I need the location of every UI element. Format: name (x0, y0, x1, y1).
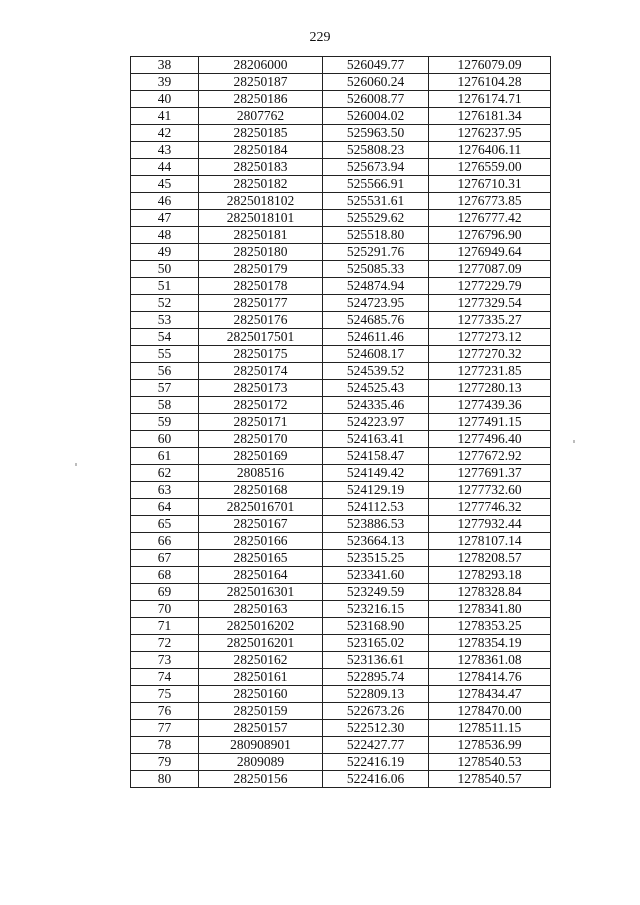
point-id-cell: 28250186 (199, 91, 323, 108)
table-row (131, 516, 551, 533)
table-row (131, 193, 551, 210)
row-number-cell: 53 (131, 312, 199, 329)
x-coordinate-cell: 524874.94 (323, 278, 429, 295)
point-id-cell: 280908901 (199, 737, 323, 754)
point-id-cell: 28250169 (199, 448, 323, 465)
point-id-cell: 28250170 (199, 431, 323, 448)
x-coordinate-cell: 524149.42 (323, 465, 429, 482)
point-id-cell: 28250183 (199, 159, 323, 176)
y-coordinate-cell: 1278511.15 (429, 720, 551, 737)
scan-speck-right (573, 440, 575, 443)
x-coordinate-cell: 526060.24 (323, 74, 429, 91)
table-row (131, 703, 551, 720)
row-number-cell: 43 (131, 142, 199, 159)
row-number-cell: 68 (131, 567, 199, 584)
row-number-cell: 78 (131, 737, 199, 754)
table-row (131, 499, 551, 516)
table-row (131, 601, 551, 618)
table-row (131, 159, 551, 176)
x-coordinate-cell: 525673.94 (323, 159, 429, 176)
table-row (131, 142, 551, 159)
y-coordinate-cell: 1278540.53 (429, 754, 551, 771)
point-id-cell: 28250159 (199, 703, 323, 720)
y-coordinate-cell: 1276773.85 (429, 193, 551, 210)
y-coordinate-cell: 1277496.40 (429, 431, 551, 448)
table-row (131, 465, 551, 482)
table-row (131, 533, 551, 550)
y-coordinate-cell: 1278470.00 (429, 703, 551, 720)
point-id-cell: 28250181 (199, 227, 323, 244)
table-row (131, 346, 551, 363)
point-id-cell: 28250168 (199, 482, 323, 499)
point-id-cell: 2825016201 (199, 635, 323, 652)
table-row (131, 74, 551, 91)
y-coordinate-cell: 1278540.57 (429, 771, 551, 788)
y-coordinate-cell: 1278328.84 (429, 584, 551, 601)
table-row (131, 329, 551, 346)
table-row (131, 210, 551, 227)
row-number-cell: 50 (131, 261, 199, 278)
y-coordinate-cell: 1277932.44 (429, 516, 551, 533)
y-coordinate-cell: 1277746.32 (429, 499, 551, 516)
row-number-cell: 56 (131, 363, 199, 380)
y-coordinate-cell: 1277087.09 (429, 261, 551, 278)
row-number-cell: 69 (131, 584, 199, 601)
row-number-cell: 41 (131, 108, 199, 125)
table-row (131, 363, 551, 380)
point-id-cell: 2825017501 (199, 329, 323, 346)
table-row (131, 737, 551, 754)
x-coordinate-cell: 523216.15 (323, 601, 429, 618)
x-coordinate-cell: 524723.95 (323, 295, 429, 312)
table-row (131, 618, 551, 635)
point-id-cell: 28250165 (199, 550, 323, 567)
row-number-cell: 52 (131, 295, 199, 312)
x-coordinate-cell: 524608.17 (323, 346, 429, 363)
y-coordinate-cell: 1278107.14 (429, 533, 551, 550)
y-coordinate-cell: 1278341.80 (429, 601, 551, 618)
x-coordinate-cell: 524112.53 (323, 499, 429, 516)
row-number-cell: 38 (131, 57, 199, 74)
y-coordinate-cell: 1278414.76 (429, 669, 551, 686)
point-id-cell: 2807762 (199, 108, 323, 125)
table-row (131, 380, 551, 397)
y-coordinate-cell: 1277672.92 (429, 448, 551, 465)
table-row (131, 125, 551, 142)
point-id-cell: 28250179 (199, 261, 323, 278)
point-id-cell: 28250184 (199, 142, 323, 159)
point-id-cell: 28250187 (199, 74, 323, 91)
row-number-cell: 73 (131, 652, 199, 669)
table-row (131, 567, 551, 584)
coordinates-table-body (131, 57, 551, 788)
point-id-cell: 28250177 (199, 295, 323, 312)
table-row (131, 295, 551, 312)
row-number-cell: 46 (131, 193, 199, 210)
x-coordinate-cell: 523168.90 (323, 618, 429, 635)
point-id-cell: 28250178 (199, 278, 323, 295)
row-number-cell: 48 (131, 227, 199, 244)
point-id-cell: 2825018101 (199, 210, 323, 227)
y-coordinate-cell: 1278208.57 (429, 550, 551, 567)
row-number-cell: 54 (131, 329, 199, 346)
table-row (131, 720, 551, 737)
table-row (131, 261, 551, 278)
table-row (131, 312, 551, 329)
row-number-cell: 40 (131, 91, 199, 108)
point-id-cell: 28250173 (199, 380, 323, 397)
point-id-cell: 28250162 (199, 652, 323, 669)
y-coordinate-cell: 1276796.90 (429, 227, 551, 244)
x-coordinate-cell: 524525.43 (323, 380, 429, 397)
x-coordinate-cell: 523165.02 (323, 635, 429, 652)
point-id-cell: 28250180 (199, 244, 323, 261)
table-row (131, 482, 551, 499)
table-row (131, 397, 551, 414)
row-number-cell: 51 (131, 278, 199, 295)
point-id-cell: 2825016301 (199, 584, 323, 601)
row-number-cell: 66 (131, 533, 199, 550)
table-row (131, 652, 551, 669)
y-coordinate-cell: 1276174.71 (429, 91, 551, 108)
point-id-cell: 28250182 (199, 176, 323, 193)
x-coordinate-cell: 522427.77 (323, 737, 429, 754)
y-coordinate-cell: 1277329.54 (429, 295, 551, 312)
x-coordinate-cell: 522416.06 (323, 771, 429, 788)
y-coordinate-cell: 1276949.64 (429, 244, 551, 261)
table-row (131, 635, 551, 652)
page-number: 229 (309, 30, 331, 45)
x-coordinate-cell: 525808.23 (323, 142, 429, 159)
table-row (131, 108, 551, 125)
y-coordinate-cell: 1278361.08 (429, 652, 551, 669)
x-coordinate-cell: 525291.76 (323, 244, 429, 261)
table-row (131, 176, 551, 193)
row-number-cell: 60 (131, 431, 199, 448)
point-id-cell: 28250175 (199, 346, 323, 363)
x-coordinate-cell: 523341.60 (323, 567, 429, 584)
table-row (131, 414, 551, 431)
y-coordinate-cell: 1277270.32 (429, 346, 551, 363)
row-number-cell: 71 (131, 618, 199, 635)
y-coordinate-cell: 1276104.28 (429, 74, 551, 91)
x-coordinate-cell: 526008.77 (323, 91, 429, 108)
x-coordinate-cell: 524335.46 (323, 397, 429, 414)
y-coordinate-cell: 1277439.36 (429, 397, 551, 414)
y-coordinate-cell: 1277491.15 (429, 414, 551, 431)
y-coordinate-cell: 1276079.09 (429, 57, 551, 74)
point-id-cell: 28250166 (199, 533, 323, 550)
table-row (131, 771, 551, 788)
y-coordinate-cell: 1277335.27 (429, 312, 551, 329)
x-coordinate-cell: 523249.59 (323, 584, 429, 601)
point-id-cell: 28250172 (199, 397, 323, 414)
point-id-cell: 2808516 (199, 465, 323, 482)
x-coordinate-cell: 525566.91 (323, 176, 429, 193)
point-id-cell: 2825016202 (199, 618, 323, 635)
row-number-cell: 59 (131, 414, 199, 431)
x-coordinate-cell: 522895.74 (323, 669, 429, 686)
y-coordinate-cell: 1276181.34 (429, 108, 551, 125)
table-row (131, 431, 551, 448)
x-coordinate-cell: 522416.19 (323, 754, 429, 771)
x-coordinate-cell: 523515.25 (323, 550, 429, 567)
row-number-cell: 77 (131, 720, 199, 737)
x-coordinate-cell: 525085.33 (323, 261, 429, 278)
x-coordinate-cell: 522512.30 (323, 720, 429, 737)
x-coordinate-cell: 524223.97 (323, 414, 429, 431)
table-row (131, 91, 551, 108)
row-number-cell: 80 (131, 771, 199, 788)
y-coordinate-cell: 1276710.31 (429, 176, 551, 193)
point-id-cell: 28250161 (199, 669, 323, 686)
y-coordinate-cell: 1277691.37 (429, 465, 551, 482)
y-coordinate-cell: 1278536.99 (429, 737, 551, 754)
point-id-cell: 28250163 (199, 601, 323, 618)
row-number-cell: 75 (131, 686, 199, 703)
point-id-cell: 28250174 (199, 363, 323, 380)
row-number-cell: 74 (131, 669, 199, 686)
table-row (131, 550, 551, 567)
x-coordinate-cell: 524163.41 (323, 431, 429, 448)
point-id-cell: 28250167 (199, 516, 323, 533)
x-coordinate-cell: 524158.47 (323, 448, 429, 465)
y-coordinate-cell: 1277231.85 (429, 363, 551, 380)
x-coordinate-cell: 526004.02 (323, 108, 429, 125)
row-number-cell: 49 (131, 244, 199, 261)
table-row (131, 448, 551, 465)
x-coordinate-cell: 523136.61 (323, 652, 429, 669)
row-number-cell: 72 (131, 635, 199, 652)
point-id-cell: 28206000 (199, 57, 323, 74)
y-coordinate-cell: 1276237.95 (429, 125, 551, 142)
row-number-cell: 79 (131, 754, 199, 771)
y-coordinate-cell: 1278353.25 (429, 618, 551, 635)
table-row (131, 754, 551, 771)
y-coordinate-cell: 1278434.47 (429, 686, 551, 703)
x-coordinate-cell: 524685.76 (323, 312, 429, 329)
x-coordinate-cell: 522673.26 (323, 703, 429, 720)
point-id-cell: 28250156 (199, 771, 323, 788)
y-coordinate-cell: 1277732.60 (429, 482, 551, 499)
x-coordinate-cell: 523886.53 (323, 516, 429, 533)
x-coordinate-cell: 524539.52 (323, 363, 429, 380)
point-id-cell: 2825018102 (199, 193, 323, 210)
table-row (131, 227, 551, 244)
table-row (131, 244, 551, 261)
row-number-cell: 55 (131, 346, 199, 363)
point-id-cell: 28250160 (199, 686, 323, 703)
y-coordinate-cell: 1276777.42 (429, 210, 551, 227)
row-number-cell: 76 (131, 703, 199, 720)
y-coordinate-cell: 1276559.00 (429, 159, 551, 176)
row-number-cell: 70 (131, 601, 199, 618)
x-coordinate-cell: 522809.13 (323, 686, 429, 703)
table-row (131, 584, 551, 601)
point-id-cell: 28250185 (199, 125, 323, 142)
row-number-cell: 64 (131, 499, 199, 516)
row-number-cell: 47 (131, 210, 199, 227)
table-row (131, 669, 551, 686)
point-id-cell: 2809089 (199, 754, 323, 771)
y-coordinate-cell: 1277273.12 (429, 329, 551, 346)
x-coordinate-cell: 524129.19 (323, 482, 429, 499)
point-id-cell: 28250164 (199, 567, 323, 584)
scan-speck-left (75, 463, 77, 466)
y-coordinate-cell: 1276406.11 (429, 142, 551, 159)
row-number-cell: 45 (131, 176, 199, 193)
x-coordinate-cell: 525518.80 (323, 227, 429, 244)
row-number-cell: 57 (131, 380, 199, 397)
row-number-cell: 58 (131, 397, 199, 414)
y-coordinate-cell: 1277229.79 (429, 278, 551, 295)
y-coordinate-cell: 1277280.13 (429, 380, 551, 397)
row-number-cell: 63 (131, 482, 199, 499)
row-number-cell: 61 (131, 448, 199, 465)
x-coordinate-cell: 523664.13 (323, 533, 429, 550)
point-id-cell: 28250171 (199, 414, 323, 431)
x-coordinate-cell: 525531.61 (323, 193, 429, 210)
table-row (131, 57, 551, 74)
point-id-cell: 28250176 (199, 312, 323, 329)
row-number-cell: 67 (131, 550, 199, 567)
table-row (131, 686, 551, 703)
x-coordinate-cell: 526049.77 (323, 57, 429, 74)
coordinates-table (130, 56, 551, 788)
row-number-cell: 65 (131, 516, 199, 533)
point-id-cell: 28250157 (199, 720, 323, 737)
y-coordinate-cell: 1278293.18 (429, 567, 551, 584)
row-number-cell: 39 (131, 74, 199, 91)
x-coordinate-cell: 525529.62 (323, 210, 429, 227)
point-id-cell: 2825016701 (199, 499, 323, 516)
row-number-cell: 62 (131, 465, 199, 482)
row-number-cell: 44 (131, 159, 199, 176)
y-coordinate-cell: 1278354.19 (429, 635, 551, 652)
x-coordinate-cell: 524611.46 (323, 329, 429, 346)
row-number-cell: 42 (131, 125, 199, 142)
table-row (131, 278, 551, 295)
x-coordinate-cell: 525963.50 (323, 125, 429, 142)
